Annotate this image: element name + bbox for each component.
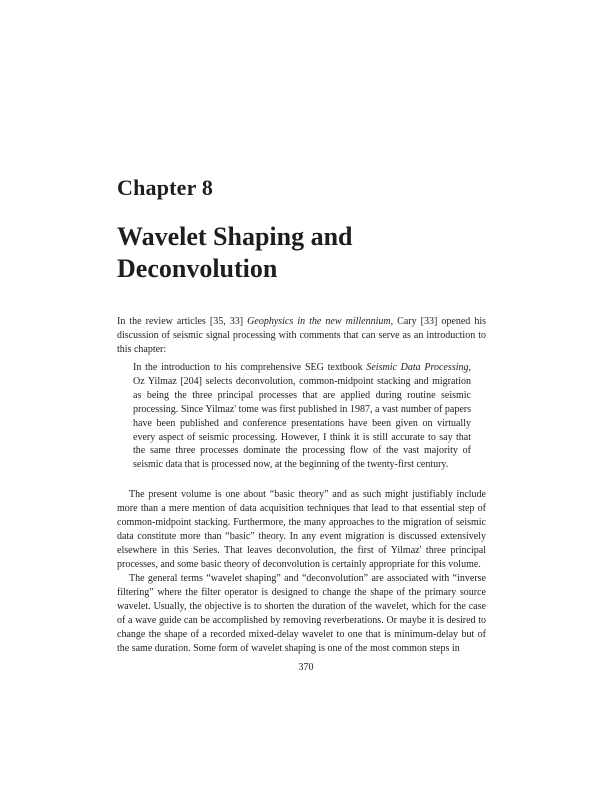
chapter-label: Chapter 8 bbox=[117, 175, 214, 200]
body-paragraph-2: The general terms “wavelet shaping” and “deconvolution” are associated with “inverse filtering” where the filter operator is designed to change the shape of the primary source wavelet. Usually, the objective is to shorten the duration of the wavelet, which for the case of a wave guide can be accomplished by removing reverberations. Or maybe it is desired to change the shape of a recorded mixed-delay wavelet to one that is minimum-delay but of the same duration. Some form of wavelet shaping is one of the most common steps in bbox=[117, 573, 486, 654]
body-paragraph-1: The present volume is one about “basic theory” and as such might justifiably include more than a mere mention of data acquisition techniques that lead to that essential step of common-midpoint stacking. Furthermore, the many approaches to the migration of seismic data constitute more than “basic” theory. In any event migration is discussed extensively elsewhere in this Series. That leaves deconvolution, the first of Yilmaz' three principal processes, and some basic theory of deconvolution is certainly appropriate for this volume. bbox=[117, 489, 486, 570]
block-quote bbox=[133, 361, 471, 472]
textbook-title: Seismic Data Processing bbox=[366, 362, 469, 373]
intro-paragraph bbox=[117, 315, 486, 357]
intro-text-start: In the review articles [35, 33] bbox=[117, 316, 248, 327]
article-title: Geophysics in the new millennium bbox=[247, 316, 391, 327]
quote-text-end: , Oz Yilmaz [204] selects deconvolution, common-midpoint stacking and migration as being the three principal processes that are applied during routine seismic processing. Since Yilmaz' tome was first published in 1987, a vast number of papers have been published and conference presentations have been given on virtually every aspect of seismic processing. However, I think it is still accurate to say that the same three processes dominate the processing flow of the vast majority of seismic data that is processed now, at the beginning of the twenty-first century. bbox=[133, 362, 471, 471]
page-number: 370 bbox=[298, 662, 314, 673]
intro-text-end: , Cary [33] opened his discussion of seismic signal processing with comments that can serve as an introduction to this chapter: bbox=[117, 316, 486, 355]
chapter-title: Wavelet Shaping and Deconvolution bbox=[117, 222, 353, 283]
quote-text-start: In the introduction to his comprehensive SEG textbook bbox=[133, 362, 367, 373]
